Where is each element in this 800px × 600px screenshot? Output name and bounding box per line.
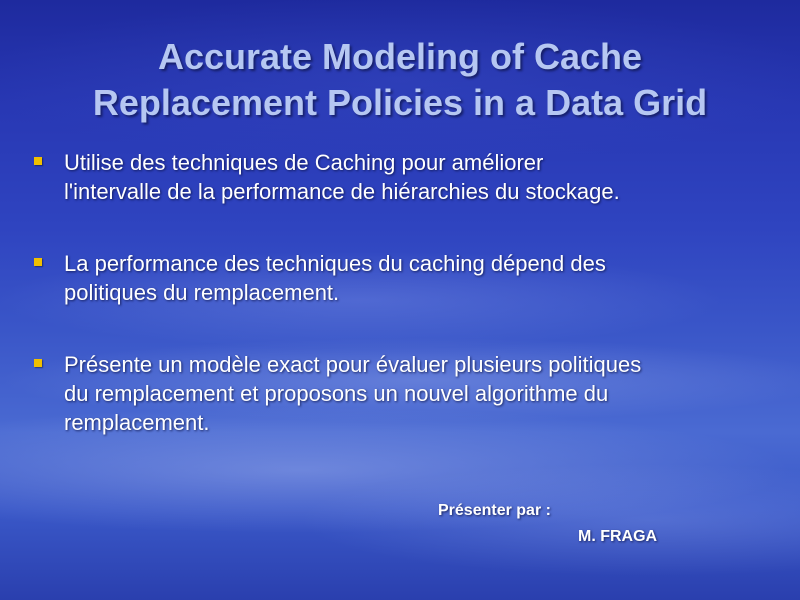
square-bullet-icon [34,157,42,165]
bullet-item [34,148,774,206]
bullet-item [34,350,774,437]
bullet-item [34,249,774,307]
bullet-text-line: remplacement. [64,410,210,435]
bullet-text-line: du remplacement et proposons un nouvel algorithme du [64,381,609,406]
bullet-text-line: Utilise des techniques de Caching pour améliorer [64,150,544,175]
slide-title-line: Replacement Policies in a Data Grid [92,82,708,123]
square-bullet-icon [34,359,42,367]
square-bullet-icon [34,258,42,266]
bullet-text-line: La performance des techniques du caching dépend des [64,251,606,276]
bullet-text-line: Présente un modèle exact pour évaluer plusieurs politiques [64,352,642,377]
slide-title [20,34,780,126]
presenter-name: M. FRAGA [578,528,658,545]
bullet-list [34,148,774,480]
bullet-text-line: l'intervalle de la performance de hiérarchies du stockage. [64,179,620,204]
presenter-label: Présenter par : [438,502,551,519]
slide-title-line: Accurate Modeling of Cache [157,36,643,77]
bullet-text-line: politiques du remplacement. [64,280,340,305]
